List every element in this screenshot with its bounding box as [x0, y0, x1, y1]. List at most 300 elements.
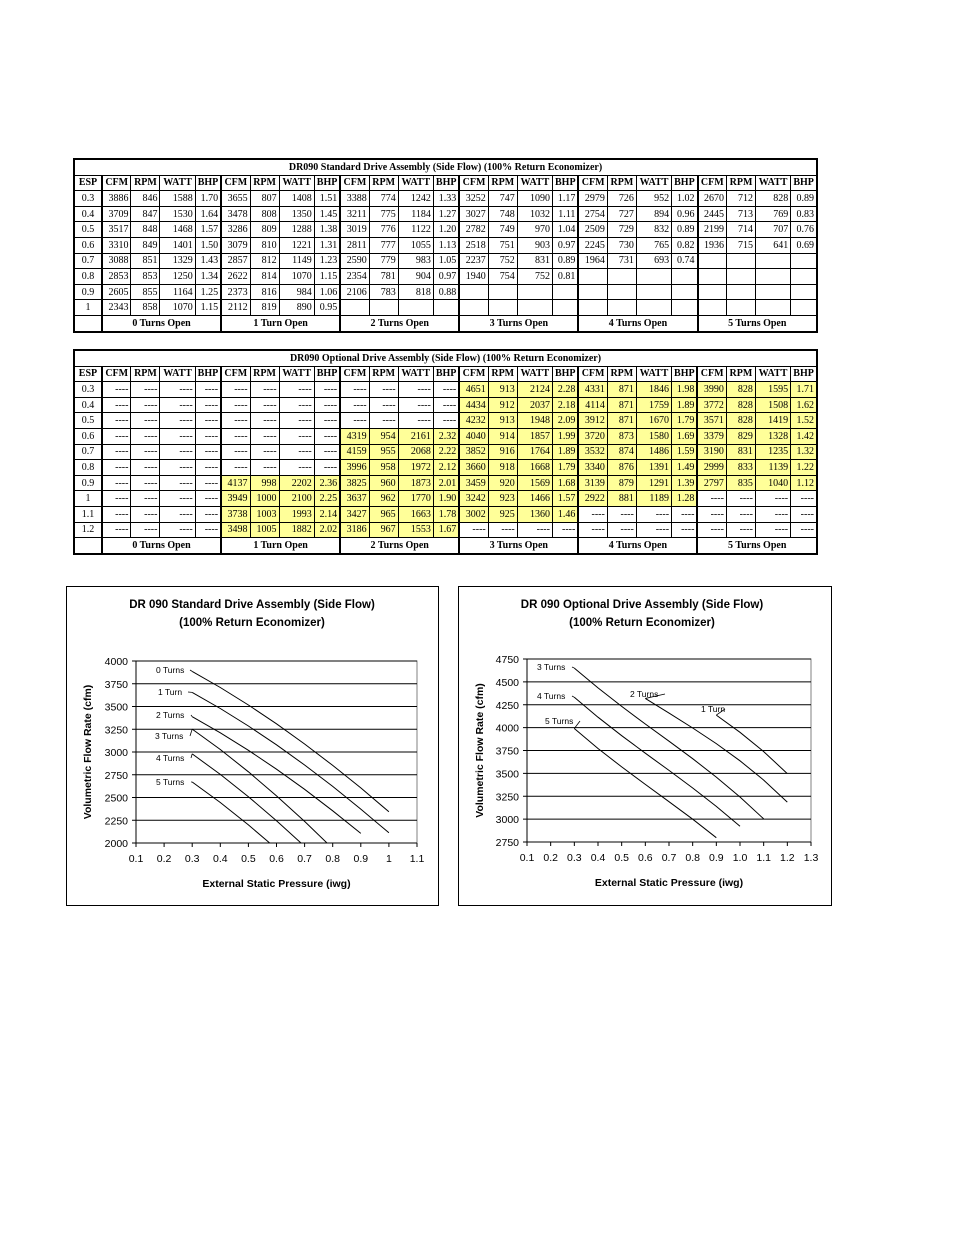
- turns-open-label: 1 Turn Open: [221, 315, 340, 331]
- y-tick-label: 4750: [495, 654, 519, 666]
- table-cell: 914: [488, 428, 517, 444]
- table-cell: [756, 269, 791, 285]
- table-cell: 1419: [755, 413, 790, 429]
- x-tick-label: 0.1: [128, 853, 144, 865]
- x-axis-title: External Static Pressure (iwg): [202, 878, 351, 890]
- table-cell: 1.70: [195, 191, 221, 207]
- table-cell: 2202: [279, 475, 314, 491]
- table-cell: 849: [131, 237, 160, 253]
- table-row: [74, 284, 817, 300]
- table-cell: 2124: [517, 382, 552, 398]
- table-cell: 871: [607, 397, 636, 413]
- x-tick-label: 0.3: [567, 852, 582, 864]
- table-cell: 983: [398, 253, 433, 269]
- table-cell: ----: [102, 413, 131, 429]
- table-cell: ----: [160, 428, 195, 444]
- table-cell: 916: [488, 444, 517, 460]
- table-cell: 1.12: [791, 475, 817, 491]
- table-cell: [698, 253, 727, 269]
- table-cell: ----: [160, 382, 195, 398]
- column-header: CFM: [340, 175, 369, 191]
- table-cell: 0.89: [672, 222, 698, 238]
- table-cell: 3427: [340, 506, 369, 522]
- table-cell: 2199: [698, 222, 727, 238]
- table-cell: 2245: [578, 237, 607, 253]
- table-cell: 848: [131, 222, 160, 238]
- table-cell: ----: [131, 491, 160, 507]
- table-cell: 1508: [755, 397, 790, 413]
- table-cell: 3190: [697, 444, 726, 460]
- table-cell: [636, 300, 671, 316]
- table-cell: ----: [279, 444, 314, 460]
- table-cell: 829: [726, 428, 755, 444]
- esp-cell: 1.1: [74, 506, 102, 522]
- table-cell: 1.32: [791, 444, 817, 460]
- column-header: BHP: [433, 175, 459, 191]
- chart-title: DR 090 Standard Drive Assembly (Side Flow): [129, 599, 375, 611]
- table-cell: [340, 300, 369, 316]
- table-cell: 3517: [102, 222, 131, 238]
- table-cell: 4651: [459, 382, 488, 398]
- table-cell: 903: [517, 237, 552, 253]
- table-cell: 913: [488, 413, 517, 429]
- column-header: RPM: [131, 175, 160, 191]
- table-row: [74, 269, 817, 285]
- column-header: RPM: [607, 175, 636, 191]
- table-cell: 1882: [279, 522, 314, 538]
- table-cell: ----: [221, 397, 250, 413]
- table-cell: ----: [726, 491, 755, 507]
- column-header: WATT: [636, 366, 671, 382]
- series-label: 2 Turns: [156, 710, 185, 720]
- table-cell: ----: [250, 397, 279, 413]
- table-cell: [517, 284, 552, 300]
- table-cell: [791, 300, 817, 316]
- turns-open-label: 2 Turns Open: [340, 538, 459, 554]
- table-cell: 1.79: [672, 413, 698, 429]
- y-axis-title: Volumetric Flow Rate (cfm): [82, 684, 94, 820]
- table-cell: ----: [250, 382, 279, 398]
- table-cell: 3340: [578, 460, 607, 476]
- table-cell: ----: [160, 413, 195, 429]
- table-cell: 2979: [578, 191, 607, 207]
- column-header: CFM: [578, 366, 607, 382]
- x-tick-label: 1.1: [409, 853, 425, 865]
- table-cell: 828: [756, 191, 791, 207]
- table-cell: 1329: [160, 253, 195, 269]
- table-cell: ----: [314, 428, 340, 444]
- column-header: RPM: [369, 366, 398, 382]
- table-cell: 816: [250, 284, 279, 300]
- table-cell: 1122: [398, 222, 433, 238]
- column-header: RPM: [726, 366, 755, 382]
- table-cell: 0.81: [553, 269, 579, 285]
- esp-cell: 0.3: [74, 382, 102, 398]
- table-cell: 3996: [340, 460, 369, 476]
- column-header: RPM: [250, 175, 279, 191]
- table-cell: 1090: [517, 191, 552, 207]
- table-cell: 783: [369, 284, 398, 300]
- table-cell: ----: [250, 413, 279, 429]
- table-cell: ----: [755, 522, 790, 538]
- esp-cell: 0.6: [74, 237, 102, 253]
- table-cell: [459, 300, 488, 316]
- table-cell: ----: [607, 522, 636, 538]
- table-cell: ----: [160, 460, 195, 476]
- esp-cell: 0.8: [74, 269, 102, 285]
- table-cell: 2622: [221, 269, 250, 285]
- column-header: BHP: [791, 175, 817, 191]
- x-tick-label: 0.8: [685, 852, 700, 864]
- table-cell: [698, 284, 727, 300]
- table-cell: 3088: [102, 253, 131, 269]
- chart-title: DR 090 Optional Drive Assembly (Side Flow): [520, 599, 764, 611]
- series-label: 1 Turn: [701, 704, 726, 714]
- table-cell: 1164: [160, 284, 195, 300]
- table-cell: ----: [221, 444, 250, 460]
- table-cell: 952: [636, 191, 671, 207]
- table-cell: 1972: [398, 460, 433, 476]
- esp-cell: 0.4: [74, 206, 102, 222]
- table-cell: 832: [636, 222, 671, 238]
- table-row: [74, 428, 817, 444]
- y-tick-label: 2500: [104, 792, 128, 805]
- table-cell: ----: [279, 428, 314, 444]
- table-cell: 1.62: [791, 397, 817, 413]
- table-cell: 1040: [755, 475, 790, 491]
- table-footer-row: [74, 538, 817, 554]
- table-cell: 1288: [279, 222, 314, 238]
- table-cell: 3886: [102, 191, 131, 207]
- series-label: 1 Turn: [158, 687, 183, 697]
- table-cell: 1.45: [314, 206, 340, 222]
- table-cell: 809: [250, 222, 279, 238]
- table-cell: ----: [131, 475, 160, 491]
- table-cell: ----: [102, 475, 131, 491]
- series-label: 4 Turns: [537, 691, 566, 701]
- table-cell: 1530: [160, 206, 195, 222]
- table-cell: ----: [131, 382, 160, 398]
- table-cell: 747: [488, 191, 517, 207]
- table-cell: 3388: [340, 191, 369, 207]
- esp-header: ESP: [74, 366, 102, 382]
- table-cell: 2445: [698, 206, 727, 222]
- table-cell: ----: [195, 382, 221, 398]
- series-label: 3 Turns: [155, 731, 184, 741]
- table-cell: ----: [195, 460, 221, 476]
- table-cell: 3498: [221, 522, 250, 538]
- table-row: [74, 382, 817, 398]
- table-cell: ----: [195, 413, 221, 429]
- table-cell: 1846: [636, 382, 671, 398]
- table-cell: 1.43: [195, 253, 221, 269]
- table-cell: 1770: [398, 491, 433, 507]
- table-cell: 810: [250, 237, 279, 253]
- table-row: [74, 460, 817, 476]
- turns-open-label: 5 Turns Open: [698, 315, 817, 331]
- table-cell: ----: [791, 506, 817, 522]
- table-cell: 2068: [398, 444, 433, 460]
- x-tick-label: 0.3: [184, 853, 200, 865]
- table-cell: 818: [398, 284, 433, 300]
- x-tick-label: 0.5: [241, 853, 256, 865]
- table-cell: 925: [488, 506, 517, 522]
- column-header: CFM: [102, 366, 131, 382]
- esp-cell: 0.8: [74, 460, 102, 476]
- table-cell: 3825: [340, 475, 369, 491]
- table-cell: 1569: [517, 475, 552, 491]
- table-cell: 4159: [340, 444, 369, 460]
- table-cell: 846: [131, 191, 160, 207]
- table-cell: [727, 300, 756, 316]
- esp-cell: 0.9: [74, 475, 102, 491]
- table-cell: [698, 269, 727, 285]
- table-cell: 1235: [755, 444, 790, 460]
- table-cell: [459, 284, 488, 300]
- table-cell: 2.28: [552, 382, 578, 398]
- table-cell: [578, 300, 607, 316]
- table-cell: 814: [250, 269, 279, 285]
- column-header: CFM: [697, 366, 726, 382]
- table-cell: 1221: [279, 237, 314, 253]
- x-tick-label: 0.6: [269, 853, 284, 865]
- table-cell: 1055: [398, 237, 433, 253]
- esp-cell: 0.5: [74, 222, 102, 238]
- esp-cell: 0.7: [74, 444, 102, 460]
- column-header: CFM: [698, 175, 727, 191]
- table-cell: 4040: [459, 428, 488, 444]
- y-tick-label: 3750: [104, 678, 128, 691]
- table-cell: 1328: [755, 428, 790, 444]
- table-cell: ----: [314, 397, 340, 413]
- column-header: BHP: [672, 366, 698, 382]
- table-cell: 1.89: [672, 397, 698, 413]
- table-cell: 3738: [221, 506, 250, 522]
- table-cell: ----: [340, 397, 369, 413]
- table-cell: 1.33: [433, 191, 459, 207]
- table-cell: 3637: [340, 491, 369, 507]
- table-cell: ----: [102, 460, 131, 476]
- table-cell: 0.88: [433, 284, 459, 300]
- series-label: 5 Turns: [156, 777, 185, 787]
- table-cell: ----: [221, 428, 250, 444]
- table-cell: 775: [369, 206, 398, 222]
- table-cell: ----: [314, 413, 340, 429]
- table-cell: 727: [607, 206, 636, 222]
- table-cell: [727, 269, 756, 285]
- table-cell: 3852: [459, 444, 488, 460]
- series-label: 0 Turns: [156, 665, 185, 675]
- table-row: [74, 444, 817, 460]
- table-cell: ----: [131, 522, 160, 538]
- table-cell: [636, 269, 671, 285]
- table-cell: 3186: [340, 522, 369, 538]
- table-cell: ----: [314, 460, 340, 476]
- column-header: WATT: [755, 366, 790, 382]
- table-cell: ----: [755, 506, 790, 522]
- table-row: [74, 522, 817, 538]
- turns-open-label: 3 Turns Open: [459, 538, 578, 554]
- table-cell: 4114: [578, 397, 607, 413]
- table-cell: 2.18: [552, 397, 578, 413]
- table-cell: 847: [131, 206, 160, 222]
- table-cell: ----: [726, 506, 755, 522]
- table-cell: 1.50: [195, 237, 221, 253]
- table-cell: 2922: [578, 491, 607, 507]
- x-tick-label: 0.1: [519, 852, 535, 864]
- table-cell: 918: [488, 460, 517, 476]
- table-cell: 3571: [697, 413, 726, 429]
- esp-cell: 0.4: [74, 397, 102, 413]
- table-cell: 1993: [279, 506, 314, 522]
- table-cell: 890: [279, 300, 314, 316]
- column-header: RPM: [607, 366, 636, 382]
- table-cell: 2853: [102, 269, 131, 285]
- table-header-row: [74, 366, 817, 382]
- esp-cell: 0.6: [74, 428, 102, 444]
- esp-cell: 0.3: [74, 191, 102, 207]
- y-tick-label: 3250: [104, 724, 128, 737]
- table-cell: 713: [727, 206, 756, 222]
- table-cell: 858: [131, 300, 160, 316]
- table-cell: ----: [340, 382, 369, 398]
- table-cell: [553, 300, 579, 316]
- turns-open-label: 5 Turns Open: [697, 538, 817, 554]
- column-header: WATT: [398, 175, 433, 191]
- table-cell: 1.51: [314, 191, 340, 207]
- table-cell: 3772: [697, 397, 726, 413]
- y-tick-label: 3000: [104, 747, 128, 759]
- optional-drive-chart: [458, 586, 832, 906]
- table-cell: [607, 284, 636, 300]
- table-cell: 1668: [517, 460, 552, 476]
- table-row: [74, 475, 817, 491]
- table-cell: 960: [369, 475, 398, 491]
- table-cell: 4137: [221, 475, 250, 491]
- table-cell: 828: [726, 413, 755, 429]
- table-cell: 2.25: [314, 491, 340, 507]
- optional-drive-table: [73, 349, 818, 555]
- column-header: RPM: [131, 366, 160, 382]
- table-cell: ----: [102, 397, 131, 413]
- table-row: [74, 206, 817, 222]
- column-header: CFM: [578, 175, 607, 191]
- table-cell: 1.05: [433, 253, 459, 269]
- table-row: [74, 253, 817, 269]
- column-header: WATT: [517, 175, 552, 191]
- y-tick-label: 4500: [495, 676, 519, 689]
- table-cell: 2518: [459, 237, 488, 253]
- table-cell: 1.71: [791, 382, 817, 398]
- table-cell: ----: [102, 382, 131, 398]
- table-cell: [672, 269, 698, 285]
- table-cell: ----: [552, 522, 578, 538]
- column-header: RPM: [369, 175, 398, 191]
- table-cell: ----: [433, 413, 459, 429]
- table-cell: 712: [727, 191, 756, 207]
- table-cell: 0.76: [791, 222, 817, 238]
- table-cell: 833: [726, 460, 755, 476]
- table-cell: [433, 300, 459, 316]
- table-cell: 2.22: [433, 444, 459, 460]
- column-header: RPM: [727, 175, 756, 191]
- series-label: 2 Turns: [630, 689, 659, 699]
- table-cell: 1.68: [552, 475, 578, 491]
- table-cell: 1070: [279, 269, 314, 285]
- table-cell: ----: [314, 444, 340, 460]
- table-cell: ----: [102, 428, 131, 444]
- table-cell: 2.32: [433, 428, 459, 444]
- table-cell: ----: [221, 382, 250, 398]
- y-tick-label: 4000: [104, 656, 128, 668]
- table-cell: ----: [195, 475, 221, 491]
- table-cell: ----: [131, 506, 160, 522]
- table-header-row: [74, 175, 817, 191]
- table-cell: 879: [607, 475, 636, 491]
- table-cell: ----: [672, 506, 698, 522]
- table-cell: ----: [279, 460, 314, 476]
- table-cell: 776: [369, 222, 398, 238]
- table-cell: 1184: [398, 206, 433, 222]
- table-cell: 3002: [459, 506, 488, 522]
- table-cell: 851: [131, 253, 160, 269]
- table-cell: 3242: [459, 491, 488, 507]
- y-tick-label: 3500: [104, 701, 128, 714]
- table-cell: ----: [195, 444, 221, 460]
- table-cell: [553, 284, 579, 300]
- table-cell: 0.83: [791, 206, 817, 222]
- table-cell: 1.90: [433, 491, 459, 507]
- table-cell: 2782: [459, 222, 488, 238]
- table-cell: [672, 284, 698, 300]
- table-cell: 984: [279, 284, 314, 300]
- y-tick-label: 3000: [495, 814, 519, 827]
- table-cell: ----: [195, 522, 221, 538]
- table-cell: [517, 300, 552, 316]
- table-cell: ----: [221, 413, 250, 429]
- table-cell: 967: [369, 522, 398, 538]
- table-cell: 751: [488, 237, 517, 253]
- table-cell: 970: [517, 222, 552, 238]
- table-cell: ----: [607, 506, 636, 522]
- x-tick-label: 0.8: [325, 853, 341, 865]
- table-cell: 1003: [250, 506, 279, 522]
- turns-open-label: 1 Turn Open: [221, 538, 340, 554]
- x-tick-label: 0.7: [661, 852, 677, 864]
- table-row: [74, 191, 817, 207]
- table-cell: 2590: [340, 253, 369, 269]
- table-cell: 714: [727, 222, 756, 238]
- table-cell: 781: [369, 269, 398, 285]
- table-row: [74, 413, 817, 429]
- table-cell: 1189: [636, 491, 671, 507]
- table-cell: 2811: [340, 237, 369, 253]
- column-header: BHP: [552, 366, 578, 382]
- table-cell: ----: [578, 522, 607, 538]
- column-header: BHP: [195, 366, 221, 382]
- x-tick-label: 1.1: [756, 852, 771, 864]
- table-cell: 835: [726, 475, 755, 491]
- column-header: CFM: [340, 366, 369, 382]
- table-cell: 730: [607, 237, 636, 253]
- table-cell: ----: [160, 506, 195, 522]
- table-cell: 871: [607, 413, 636, 429]
- table-cell: 1948: [517, 413, 552, 429]
- chart-subtitle: (100% Return Economizer): [569, 617, 715, 629]
- table-cell: ----: [131, 428, 160, 444]
- esp-cell: 0.5: [74, 413, 102, 429]
- table-cell: 0.89: [553, 253, 579, 269]
